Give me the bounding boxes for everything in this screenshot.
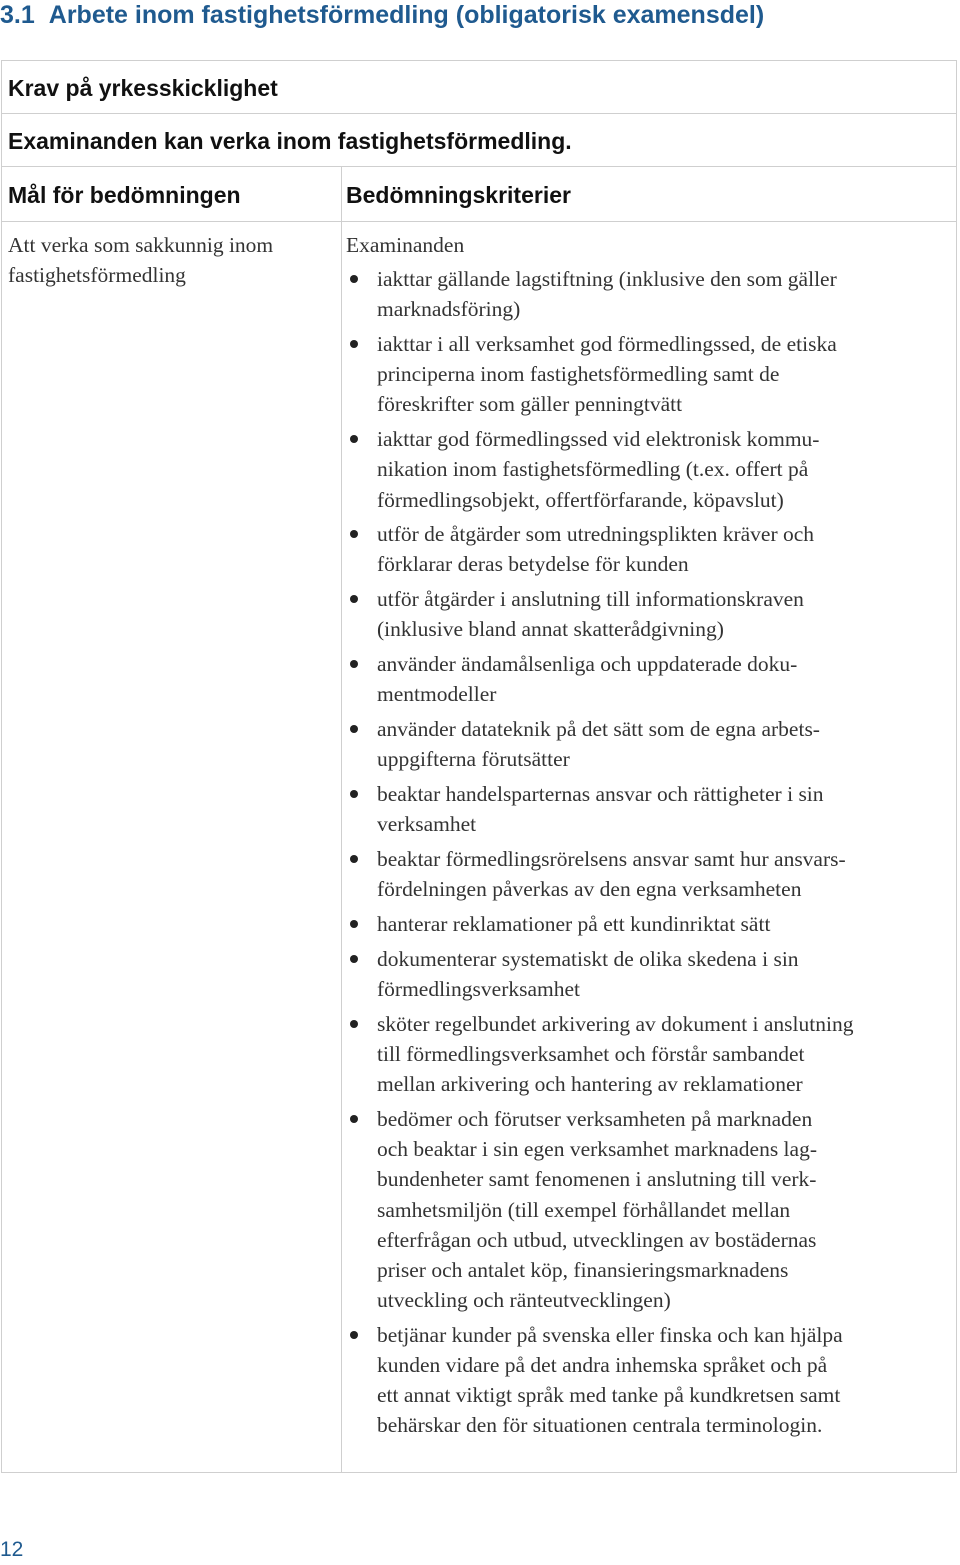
page-number: 12 [0,1538,24,1561]
bullet-icon [350,920,358,928]
criteria-item-text: mentmodeller [377,682,497,707]
criteria-item-text: samhetsmiljön (till exempel förhållandet mellan [377,1197,791,1222]
criteria-item-text: använder datateknik på det sätt som de egna arbets- [377,717,820,742]
criteria-cell [346,230,958,1445]
criteria-item-text: använder ändamålsenliga och uppdaterade doku- [377,652,798,677]
assessment-table [1,60,957,1473]
criteria-item-text: marknadsföring) [377,297,521,322]
criteria-item [346,519,958,579]
requirement-label-row [2,61,956,114]
criteria-item-text: iakttar i all verksamhet god förmedlingssed, de etiska [377,331,837,356]
criteria-item-text: principerna inom fastighetsförmedling samt de [377,362,780,387]
requirement-text-row [2,114,956,167]
criteria-item [346,424,958,515]
criteria-item-text: ett annat viktigt språk med tanke på kundkretsen samt [377,1383,841,1408]
criteria-item-text: utför åtgärder i anslutning till informationskraven [377,587,804,612]
bullet-icon [350,340,358,348]
criteria-item-text: efterfrågan och utbud, utvecklingen av bostädernas [377,1227,817,1252]
criteria-item [346,944,958,1004]
bullet-icon [350,1020,358,1028]
bullet-icon [350,595,358,603]
criteria-item [346,584,958,644]
bullet-icon [350,1331,358,1339]
criteria-item-text: nikation inom fastighetsförmedling (t.ex. offert på [377,457,809,482]
goal-line: Att verka som sakkunnig inom [8,233,274,257]
criteria-item-text: kunden vidare på det andra inhemska språket och på [377,1353,828,1378]
criteria-item [346,844,958,904]
criteria-item [346,264,958,324]
criteria-list [346,264,958,1441]
bullet-icon [350,435,358,443]
goal-cell [8,230,338,290]
criteria-item-text: och beaktar i sin egen verksamhet marknadens lag- [377,1137,817,1162]
criteria-item [346,779,958,839]
criteria-item-text: förklarar deras betydelse för kunden [377,552,689,577]
criteria-item-text: verksamhet [377,812,477,837]
criteria-item-text: till förmedlingsverksamhet och förstår sambandet [377,1042,805,1067]
criteria-item-text: föreskrifter som gäller penningtvätt [377,392,683,417]
section-title: Arbete inom fastighetsförmedling (obligatorisk examensdel) [48,1,765,29]
criteria-item-text: bedömer och förutser verksamheten på marknaden [377,1107,813,1131]
section-heading [0,0,764,30]
criteria-item-text: (inklusive bland annat skatterådgivning) [377,617,724,642]
criteria-item-text: iakttar god förmedlingssed vid elektronisk kommu- [377,427,820,452]
goal-column-header: Mål för bedömningen [8,182,241,208]
requirement-text: Examinanden kan verka inom fastighetsförmedling. [8,128,572,154]
criteria-item-text: iakttar gällande lagstiftning (inklusive den som gäller [377,267,837,291]
column-divider [341,167,342,1472]
bullet-icon [350,530,358,538]
criteria-item-text: sköter regelbundet arkivering av dokument i anslutning [377,1011,854,1036]
requirement-label: Krav på yrkesskicklighet [8,75,278,101]
criteria-item-text: uppgifterna förutsätter [377,747,570,772]
bullet-icon [350,275,358,283]
bullet-icon [350,955,358,963]
criteria-item-text: fördelningen påverkas av den egna verksamheten [377,877,802,902]
criteria-item-text: bundenheter samt fenomenen i anslutning till verk- [377,1167,817,1192]
criteria-item-text: dokumenterar systematiskt de olika skedena i sin [377,946,799,971]
criteria-intro: Examinanden [346,233,465,257]
section-number: 3.1 [0,1,35,29]
header-divider [2,221,956,222]
criteria-item-text: förmedlingsobjekt, offertförfarande, köpavslut) [377,487,784,512]
bullet-icon [350,790,358,798]
criteria-item-text: beaktar handelsparternas ansvar och rättigheter i sin [377,782,824,807]
criteria-item-text: mellan arkivering och hantering av reklamationer [377,1072,803,1097]
criteria-item [346,329,958,420]
criteria-item [346,649,958,709]
criteria-item-text: förmedlingsverksamhet [377,977,581,1002]
criteria-item [346,1009,958,1100]
criteria-item [346,1320,958,1441]
criteria-item-text: betjänar kunder på svenska eller finska och kan hjälpa [377,1322,843,1347]
bullet-icon [350,855,358,863]
criteria-item-text: utveckling och ränteutvecklingen) [377,1288,671,1313]
criteria-item [346,1104,958,1315]
bullet-icon [350,725,358,733]
goal-line: fastighetsförmedling [8,263,186,287]
criteria-item-text: hanterar reklamationer på ett kundinriktat sätt [377,912,771,937]
bullet-icon [350,1115,358,1123]
criteria-item-text: priser och antalet köp, finansieringsmarknadens [377,1257,789,1282]
criteria-item [346,714,958,774]
criteria-item-text: utför de åtgärder som utredningsplikten kräver och [377,522,815,547]
bullet-icon [350,660,358,668]
criteria-item-text: beaktar förmedlingsrörelsens ansvar samt hur ansvars- [377,847,846,872]
criteria-item-text: behärskar den för situationen centrala terminologin. [377,1413,823,1438]
criteria-column-header: Bedömningskriterier [346,182,571,208]
criteria-item [346,909,958,939]
